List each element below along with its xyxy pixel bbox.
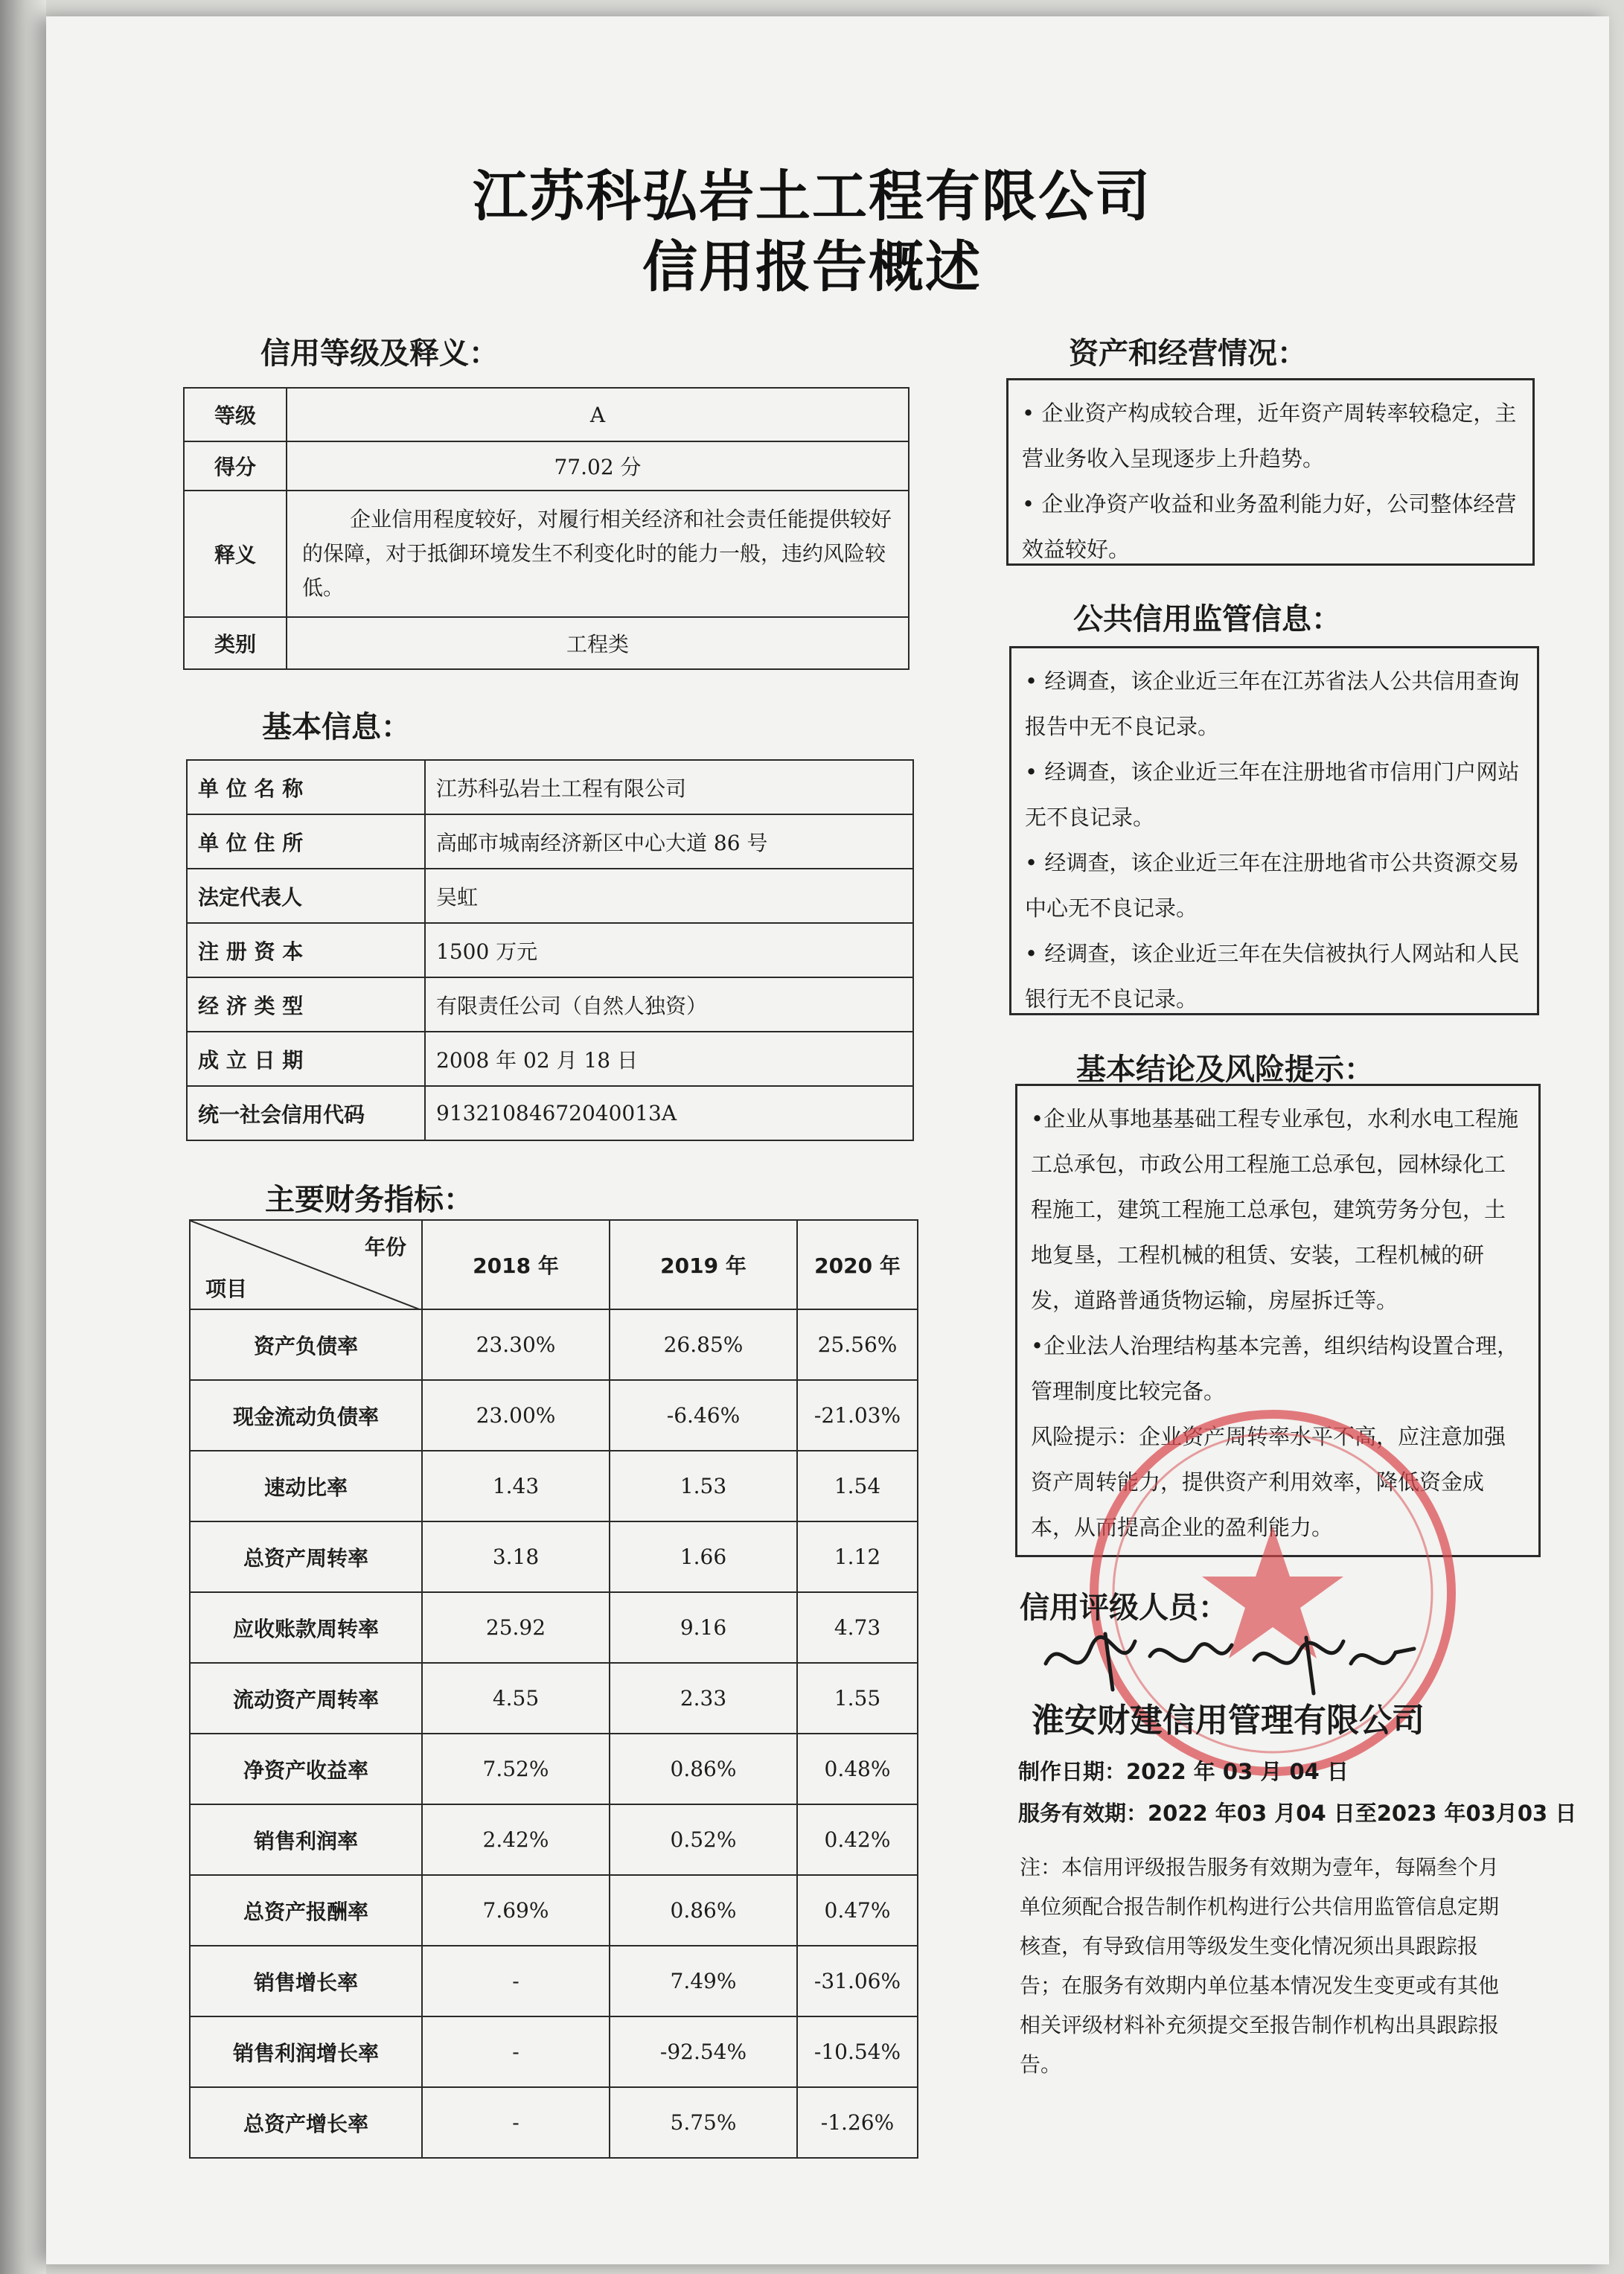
basic-info-label: 经 济 类 型 [187,977,425,1032]
basic-info-row [187,1032,913,1086]
year-header: 2019 年 [610,1220,797,1309]
financials-row [190,1804,918,1875]
financials-value: - [422,2087,610,2158]
financials-row [190,1451,918,1521]
financials-value: -31.06% [797,1946,918,2016]
report-title: 信用报告概述 [642,235,982,299]
financials-value: 9.16 [610,1592,797,1663]
company-title: 江苏科弘岩土工程有限公司 [473,165,1151,229]
financials-row [190,2016,918,2087]
handwritten-signature [1038,1619,1425,1701]
basic-info-row [187,923,913,977]
financials-value: 7.52% [422,1734,610,1804]
financials-item: 速动比率 [190,1451,422,1521]
page-binding-edge [0,0,46,2274]
financials-value: 0.86% [610,1734,797,1804]
category-value: 工程类 [287,617,909,669]
financials-value: -21.03% [797,1380,918,1451]
basic-info-table [186,759,914,1141]
explain-value: 企业信用程度较好，对履行相关经济和社会责任能提供较好的保障，对于抵御环境发生不利变化时的能力一般，违约风险较低。 [302,507,892,600]
corner-item-label: 项目 [205,1277,248,1301]
public-credit-bullet: • 经调查，该企业近三年在注册地省市公共资源交易中心无不良记录。 [1025,850,1520,921]
financials-row [190,1309,918,1380]
financials-item: 销售利润增长率 [190,2016,422,2087]
financials-value: 7.69% [422,1875,610,1946]
financials-item: 销售增长率 [190,1946,422,2016]
financials-value: 0.86% [610,1875,797,1946]
score-label: 得分 [184,441,287,491]
assets-ops-bullet: • 企业净资产收益和业务盈利能力好，公司整体经营效益较好。 [1022,491,1517,562]
basic-info-row [187,977,913,1032]
financials-item: 净资产收益率 [190,1734,422,1804]
financials-value: 4.55 [422,1663,610,1734]
basic-info-value: 2008 年 02 月 18 日 [425,1032,913,1086]
rating-agency-name: 淮安财建信用管理有限公司 [1032,1702,1425,1740]
basic-info-value: 91321084672040013A [425,1086,913,1140]
financials-value: 5.75% [610,2087,797,2158]
financials-table [189,1219,918,2159]
financials-value: - [422,2016,610,2087]
financials-header-row [190,1220,918,1309]
basic-info-value: 有限责任公司（自然人独资） [425,977,913,1032]
financials-value: -92.54% [610,2016,797,2087]
financials-item: 总资产增长率 [190,2087,422,2158]
conclusion-bullet: •企业从事地基基础工程专业承包，水利水电工程施工总承包，市政公用工程施工总承包，园林绿化工程施工，建筑工程施工总承包，建筑劳务分包，土地复垦，工程机械的租赁、安装，工程机械的研发，道路普通货物运输，房屋拆迁等。 [1031,1106,1519,1313]
year-header: 2018 年 [422,1220,610,1309]
financials-value: -10.54% [797,2016,918,2087]
financials-row [190,1946,918,2016]
financials-value: 1.12 [797,1521,918,1592]
report-note: 注：本信用评级报告服务有效期为壹年，每隔叁个月单位须配合报告制作机构进行公共信用监管信息定期核查，有导致信用等级发生变化情况须出具跟踪报告；在服务有效期内单位基本情况发生变更或有其他相关评级材料补充须提交至报告制作机构出具跟踪报告。 [1020,1855,1500,2077]
grade-value: A [287,388,909,441]
financials-row [190,1592,918,1663]
basic-info-value: 1500 万元 [425,923,913,977]
basic-info-value: 高邮市城南经济新区中心大道 86 号 [425,814,913,869]
assets-ops-box [1006,378,1535,566]
basic-info-label: 统一社会信用代码 [187,1086,425,1140]
financials-value: 7.49% [610,1946,797,2016]
risk-warning: 风险提示：企业资产周转率水平不高，应注意加强资产周转能力，提供资产利用效率，降低资金成本，从而提高企业的盈利能力。 [1031,1424,1506,1540]
financials-value: 0.48% [797,1734,918,1804]
basic-info-row [187,814,913,869]
financials-row [190,1521,918,1592]
basic-info-value: 吴虹 [425,869,913,923]
conclusion-heading: 基本结论及风险提示： [1076,1053,1374,1087]
basic-info-label: 单 位 名 称 [187,760,425,814]
financials-row [190,1380,918,1451]
financials-value: 4.73 [797,1592,918,1663]
corner-cell [190,1220,422,1309]
basic-info-heading: 基本信息： [262,710,411,744]
grade-label: 等级 [184,388,287,441]
public-credit-bullet: • 经调查，该企业近三年在注册地省市信用门户网站无不良记录。 [1025,759,1520,830]
score-value: 77.02 分 [287,441,909,491]
basic-info-label: 注 册 资 本 [187,923,425,977]
corner-year-label: 年份 [364,1235,406,1259]
service-validity: 服务有效期：2022 年03 月04 日至2023 年03月03 日 [1018,1801,1577,1826]
financials-item: 资产负债率 [190,1309,422,1380]
financials-value: 26.85% [610,1309,797,1380]
financials-value: 1.54 [797,1451,918,1521]
basic-info-row [187,760,913,814]
financials-value: 1.55 [797,1663,918,1734]
basic-info-label: 单 位 住 所 [187,814,425,869]
financials-row [190,2087,918,2158]
financials-value: - [422,1946,610,2016]
financials-row [190,1663,918,1734]
public-credit-bullet: • 经调查，该企业近三年在江苏省法人公共信用查询报告中无不良记录。 [1025,668,1520,739]
rating-heading: 信用等级及释义： [260,336,499,371]
public-credit-box [1009,646,1539,1015]
financials-heading: 主要财务指标： [265,1183,473,1217]
rater-label: 信用评级人员： [1020,1591,1228,1625]
financials-value: 1.53 [610,1451,797,1521]
financials-item: 销售利润率 [190,1804,422,1875]
financials-value: -1.26% [797,2087,918,2158]
financials-value: 0.52% [610,1804,797,1875]
financials-item: 总资产报酬率 [190,1875,422,1946]
financials-item: 现金流动负债率 [190,1380,422,1451]
category-label: 类别 [184,617,287,669]
basic-info-row [187,869,913,923]
public-credit-bullet: • 经调查，该企业近三年在失信被执行人网站和人民银行无不良记录。 [1025,941,1520,1012]
assets-ops-heading: 资产和经营情况： [1069,336,1307,371]
financials-value: 25.56% [797,1309,918,1380]
year-header: 2020 年 [797,1220,918,1309]
financials-item: 总资产周转率 [190,1521,422,1592]
financials-value: -6.46% [610,1380,797,1451]
public-credit-heading: 公共信用监管信息： [1073,602,1341,636]
basic-info-row [187,1086,913,1140]
financials-value: 1.43 [422,1451,610,1521]
basic-info-value: 江苏科弘岩土工程有限公司 [425,760,913,814]
financials-value: 2.33 [610,1663,797,1734]
financials-row [190,1875,918,1946]
financials-item: 流动资产周转率 [190,1663,422,1734]
financials-value: 3.18 [422,1521,610,1592]
rating-table [183,387,909,670]
financials-value: 0.42% [797,1804,918,1875]
financials-row [190,1734,918,1804]
conclusion-bullet: •企业法人治理结构基本完善，组织结构设置合理，管理制度比较完备。 [1031,1333,1519,1404]
assets-ops-bullet: • 企业资产构成较合理，近年资产周转率较稳定，主营业务收入呈现逐步上升趋势。 [1022,400,1517,471]
financials-item: 应收账款周转率 [190,1592,422,1663]
explain-label: 释义 [184,491,287,617]
financials-value: 23.00% [422,1380,610,1451]
production-date: 制作日期：2022 年 03 月 04 日 [1018,1759,1349,1784]
financials-value: 0.47% [797,1875,918,1946]
financials-value: 1.66 [610,1521,797,1592]
financials-value: 25.92 [422,1592,610,1663]
basic-info-label: 成 立 日 期 [187,1032,425,1086]
basic-info-label: 法定代表人 [187,869,425,923]
financials-value: 23.30% [422,1309,610,1380]
financials-value: 2.42% [422,1804,610,1875]
